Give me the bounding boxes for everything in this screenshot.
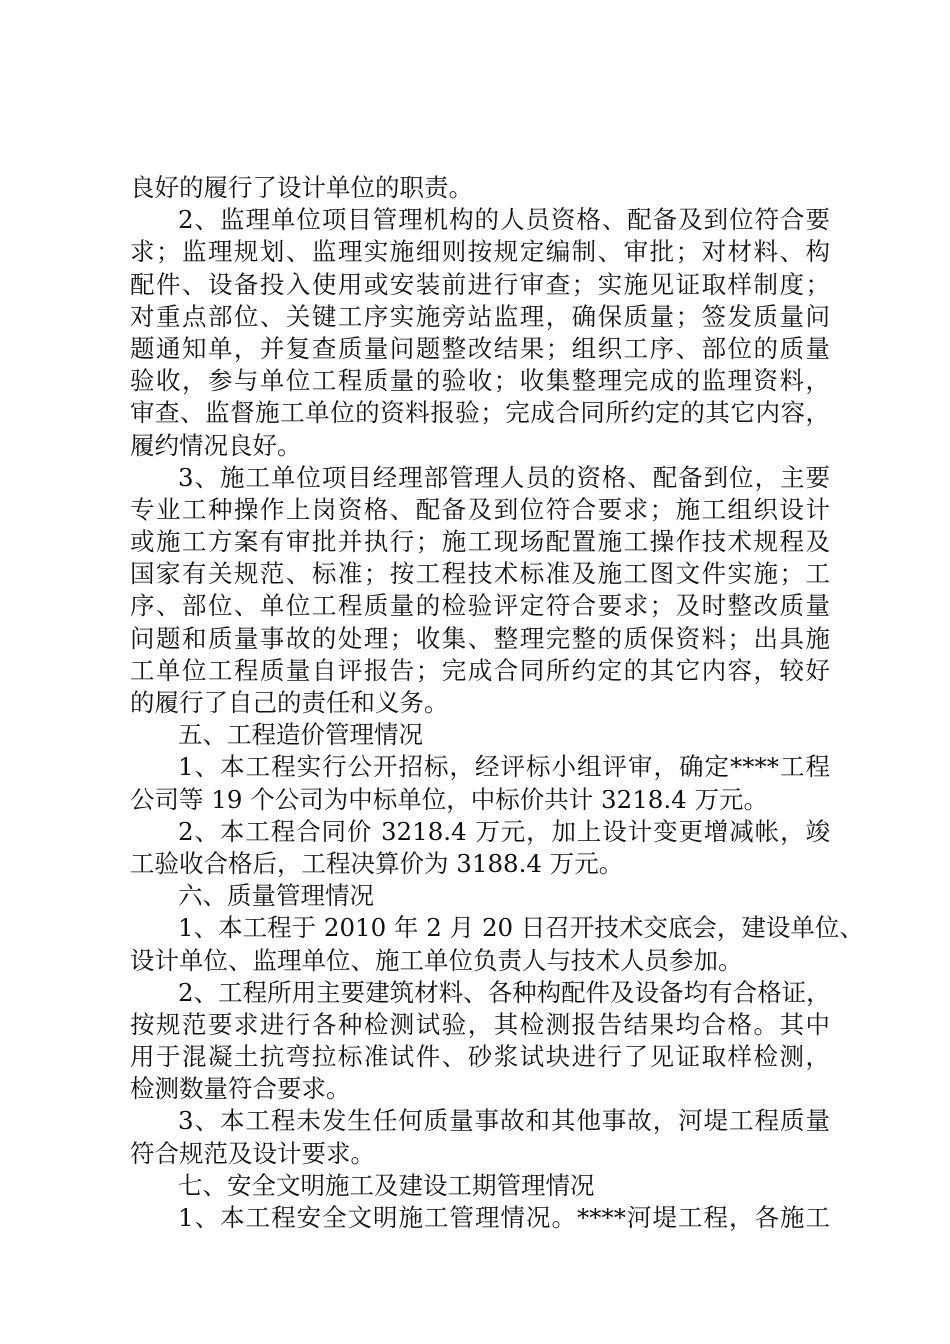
text-line: 工单位工程质量自评报告；完成合同所约定的其它内容，较好: [130, 655, 830, 685]
text-line: 1、本工程于 2010 年 2 月 20 日召开技术交底会，建设单位、: [178, 913, 864, 943]
text-line: 2、监理单位项目管理机构的人员资格、配备及到位符合要: [178, 205, 830, 235]
text-line: 1、本工程安全文明施工管理情况。****河堤工程，各施工: [178, 1203, 830, 1232]
text-line: 或施工方案有审批并执行；施工现场配置施工操作技术规程及: [130, 527, 830, 557]
text-line: 3、本工程未发生任何质量事故和其他事故，河堤工程质量: [178, 1106, 830, 1136]
text-line: 题通知单，并复查质量问题整改结果；组织工序、部位的质量: [130, 333, 830, 363]
text-line: 专业工种操作上岗资格、配备及到位符合要求；施工组织设计: [130, 494, 830, 524]
text-line: 国家有关规范、标准；按工程技术标准及施工图文件实施；工: [130, 559, 830, 589]
text-line: 3、施工单位项目经理部管理人员的资格、配备到位，主要: [178, 462, 830, 492]
text-line: 2、工程所用主要建筑材料、各种构配件及设备均有合格证，: [178, 977, 831, 1007]
text-line: 符合规范及设计要求。: [130, 1138, 375, 1168]
text-line: 工验收合格后，工程决算价为 3188.4 万元。: [130, 848, 624, 878]
text-line: 按规范要求进行各种检测试验，其检测报告结果均合格。其中: [130, 1009, 830, 1039]
text-line: 用于混凝土抗弯拉标准试件、砂浆试块进行了见证取样检测，: [130, 1042, 830, 1072]
text-line: 求；监理规划、监理实施细则按规定编制、审批；对材料、构: [130, 237, 830, 267]
text-line: 公司等 19 个公司为中标单位，中标价共计 3218.4 万元。: [130, 784, 769, 814]
text-line: 六、质量管理情况: [178, 881, 374, 911]
text-line: 的履行了自己的责任和义务。: [130, 688, 449, 717]
text-line: 良好的履行了设计单位的职责。: [130, 173, 473, 202]
text-line: 验收，参与单位工程质量的验收；收集整理完成的监理资料，: [130, 366, 830, 396]
document-body: [130, 172, 864, 1234]
text-line: 五、工程造价管理情况: [178, 720, 423, 750]
text-line: 审查、监督施工单位的资料报验；完成合同所约定的其它内容，: [130, 398, 830, 428]
text-line: 对重点部位、关键工序实施旁站监理，确保质量；签发质量问: [130, 301, 830, 331]
text-line: 七、安全文明施工及建设工期管理情况: [178, 1170, 595, 1200]
text-line: 配件、设备投入使用或安装前进行审查；实施见证取样制度；: [130, 269, 830, 299]
text-line: 2、本工程合同价 3218.4 万元，加上设计变更增减帐，竣: [178, 816, 830, 846]
text-line: 序、部位、单位工程质量的检验评定符合要求；及时整改质量: [130, 591, 830, 621]
text-line: 履约情况良好。: [130, 430, 302, 460]
text-line: 1、本工程实行公开招标，经评标小组评审，确定****工程: [178, 752, 830, 782]
text-line: 问题和质量事故的处理；收集、整理完整的质保资料；出具施: [130, 623, 830, 653]
text-line: 检测数量符合要求。: [130, 1074, 351, 1104]
text-line: 设计单位、监理单位、施工单位负责人与技术人员参加。: [130, 945, 743, 975]
